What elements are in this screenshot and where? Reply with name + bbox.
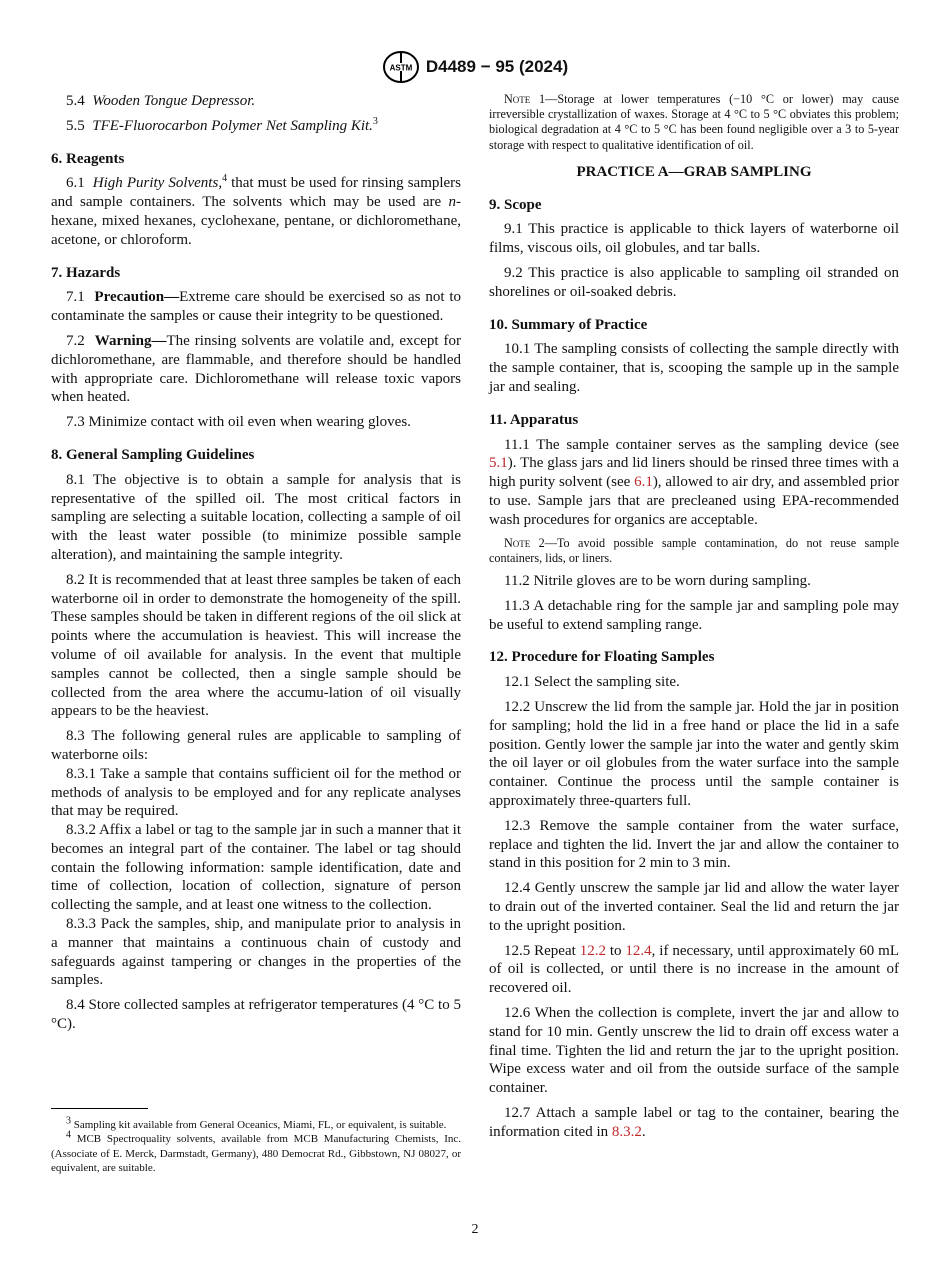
paragraph-8-3-2: 8.3.2 Affix a label or tag to the sample jar in such a manner that it becomes an integral part of the container. The label or tag should contain the following information: sample identification, date and time of collection, location of collection, signature of person collecting the sample, and at least one witness to the collection. (51, 822, 461, 914)
paragraph-12-3: 12.3 Remove the sample container from the water surface, replace and tighten the lid. Invert the jar and allow the container to stand in this position for 2 min to 3 min. (489, 817, 899, 872)
footnote-ref-4[interactable]: 4 (222, 173, 228, 185)
paragraph-8-2: 8.2 It is recommended that at least three samples be taken of each waterborne oil in order to demonstrate the homogeneity of the spill. These samples should be taken in different regions of the oil slick at points where the accumulation is heaviest. This will increase the volume of oil available for analysis. In the event that multiple samples cannot be collected, then a single sample should be collected from the area where the accumu-lation of oil visually appears to be the heaviest. (51, 571, 461, 720)
paragraph-12-2: 12.2 Unscrew the lid from the sample jar. Hold the jar in position for sampling; hold the lid in a free hand or place the lid in a safe position. Gently lower the sample jar into the water and gently skim the oil layer or oil globules from the water surface into the sample container. Continue the process until the sample container is approximately three-quarters full. (489, 698, 899, 809)
paragraph-10-1: 10.1 The sampling consists of collecting the sample directly with the sample container, that is, scooping the sample up in the sample jar and sealing. (489, 341, 899, 395)
footnotes (51, 1115, 461, 1176)
paragraph-12-7: 12.7 Attach a sample label or tag to the container, bearing the information cited in 8.3.2. (489, 1104, 899, 1140)
section-heading-hazards: 7. Hazards (51, 264, 121, 281)
paragraph-7-2: 7.2 Warning—The rinsing solvents are volatile and, except for dichloromethane, are flammable, and therefore should be handled with appropriate care. Dichloromethane will release toxic vapors when heated. (51, 332, 461, 406)
astm-logo-icon (382, 50, 420, 84)
page-number: 2 (471, 1222, 479, 1237)
right-column (489, 92, 899, 1147)
ref-link-8-3-2[interactable]: 8.3.2 (611, 1123, 642, 1140)
ref-link-6-1[interactable]: 6.1 (634, 474, 653, 491)
footnote-4: $^4$ MCB Spectroquality solvents, available from MCB Manufacturing Chemists, Inc. (Associate of E. Merck, Darmstadt, Germany), 480 Democrat Rd., Gibbstown, NJ 08027, or equivalent, are suitable. (51, 1129, 461, 1175)
section-heading-general-sampling: 8. General Sampling Guidelines (51, 446, 255, 463)
footnote-ref-3[interactable]: 3 (372, 115, 378, 127)
paragraph-9-1: 9.1 This practice is applicable to thick layers of waterborne oil films, viscous oils, oil globules, and tar balls. (489, 221, 899, 257)
footnote-3: $^3$ Sampling kit available from General Oceanics, Miami, FL, or equivalent, is suitable. (66, 1115, 447, 1131)
paragraph-12-1: 12.1 Select the sampling site. (504, 674, 680, 691)
paragraph-11-2: 11.2 Nitrile gloves are to be worn during sampling. (504, 572, 811, 589)
paragraph-8-3: 8.3 The following general rules are applicable to sampling of waterborne oils: (51, 728, 461, 763)
ref-link-12-2[interactable]: 12.2 (579, 942, 606, 959)
note-2: Note 2—To avoid possible sample contamination, do not reuse sample containers, lids, or liners. (489, 535, 900, 565)
paragraph-6-1: 6.1 High Purity Solvents,$^4$ that must be used for rinsing samplers and sample containers. The solvents which may be used are n-hexane, mixed hexanes, cyclohexane, pentane, or dichloromethane, acetone, or chloroform. (51, 173, 462, 248)
paragraph-11-1: 11.1 The sample container serves as the sampling device (see 5.1). The glass jars and lid liners should be rinsed three times with a high purity solvent (see 6.1), allowed to air dry, and assembled prior to use. Sample jars that are precleaned using EPA-recommended wash procedures for organics are acceptable. (489, 436, 899, 528)
ref-link-12-4[interactable]: 12.4 (625, 942, 652, 959)
section-heading-summary: 10. Summary of Practice (489, 316, 648, 333)
svg-text:ASTM: ASTM (389, 63, 413, 73)
note-1: Note 1—Storage at lower temperatures (−10 °C or lower) may cause irreversible crystallization of waxes. Storage at 4 °C to 5 °C obviates this problem; biological degradation at 4 °C to 5 °C has been found negligible over a 3 to 5-year storage with respect to qualitative identification of oil. (489, 92, 900, 152)
practice-a-title: PRACTICE A—GRAB SAMPLING (576, 163, 812, 180)
paragraph-11-3: 11.3 A detachable ring for the sample jar and sampling pole may be useful to extend sampling range. (489, 597, 899, 633)
paragraph-12-5: 12.5 Repeat 12.2 to 12.4, if necessary, until approximately 60 mL of oil is collected, or until there is no increase in the amount of recovered oil. (489, 942, 899, 997)
paragraph-5-4: 5.4 Wooden Tongue Depressor. (66, 93, 256, 109)
paragraph-12-4: 12.4 Gently unscrew the sample jar lid and allow the water layer to drain out of the inverted container. Seal the lid and return the jar to the upright position. (489, 880, 899, 934)
paragraph-8-4: 8.4 Store collected samples at refrigerator temperatures (4 °C to 5 °C). (51, 997, 461, 1033)
ref-link-5-1[interactable]: 5.1 (489, 455, 508, 472)
page-header (0, 50, 950, 84)
section-heading-reagents: 6. Reagents (51, 150, 125, 167)
left-column (51, 92, 461, 1040)
footnote-divider (51, 1108, 148, 1109)
paragraph-5-5: 5.5 TFE-Fluorocarbon Polymer Net Sampling Kit.$^3$ (66, 115, 378, 134)
section-heading-apparatus: 11. Apparatus (489, 411, 579, 428)
paragraph-8-3-1: 8.3.1 Take a sample that contains sufficient oil for the method or methods of analysis to be employed and for any replicate analyses that may be required. (51, 765, 461, 820)
paragraph-9-2: 9.2 This practice is also applicable to sampling oil stranded on shorelines or oil-soaked debris. (489, 265, 899, 300)
paragraph-12-6: 12.6 When the collection is complete, invert the jar and allow to stand for 10 min. Gently unscrew the lid to drain off excess water a final time. Tighten the lid and return the jar to the upright position. Wipe excess water and oil from the outside surface of the sample container. (489, 1004, 899, 1097)
section-heading-scope: 9. Scope (489, 196, 542, 213)
paragraph-7-3: 7.3 Minimize contact with oil even when wearing gloves. (66, 414, 411, 431)
paragraph-8-3-3: 8.3.3 Pack the samples, ship, and manipulate prior to analysis in a manner that maintains a continuous chain of custody and safeguards against tampering or changes in the properties of the samples. (51, 916, 461, 989)
paragraph-8-1: 8.1 The objective is to obtain a sample for analysis that is representative of the spilled oil. The most critical factors in sampling are selecting a suitable location, collecting a sample of oil with the least water possible (to minimize possible sample alteration), and maintaining the sample integrity. (51, 471, 461, 563)
section-heading-procedure-floating: 12. Procedure for Floating Samples (489, 649, 715, 666)
document-designation: D4489 − 95 (2024) (425, 57, 569, 76)
paragraph-7-1: 7.1 Precaution—Extreme care should be exercised so as not to contaminate the samples or cause their integrity to be questioned. (51, 289, 461, 325)
